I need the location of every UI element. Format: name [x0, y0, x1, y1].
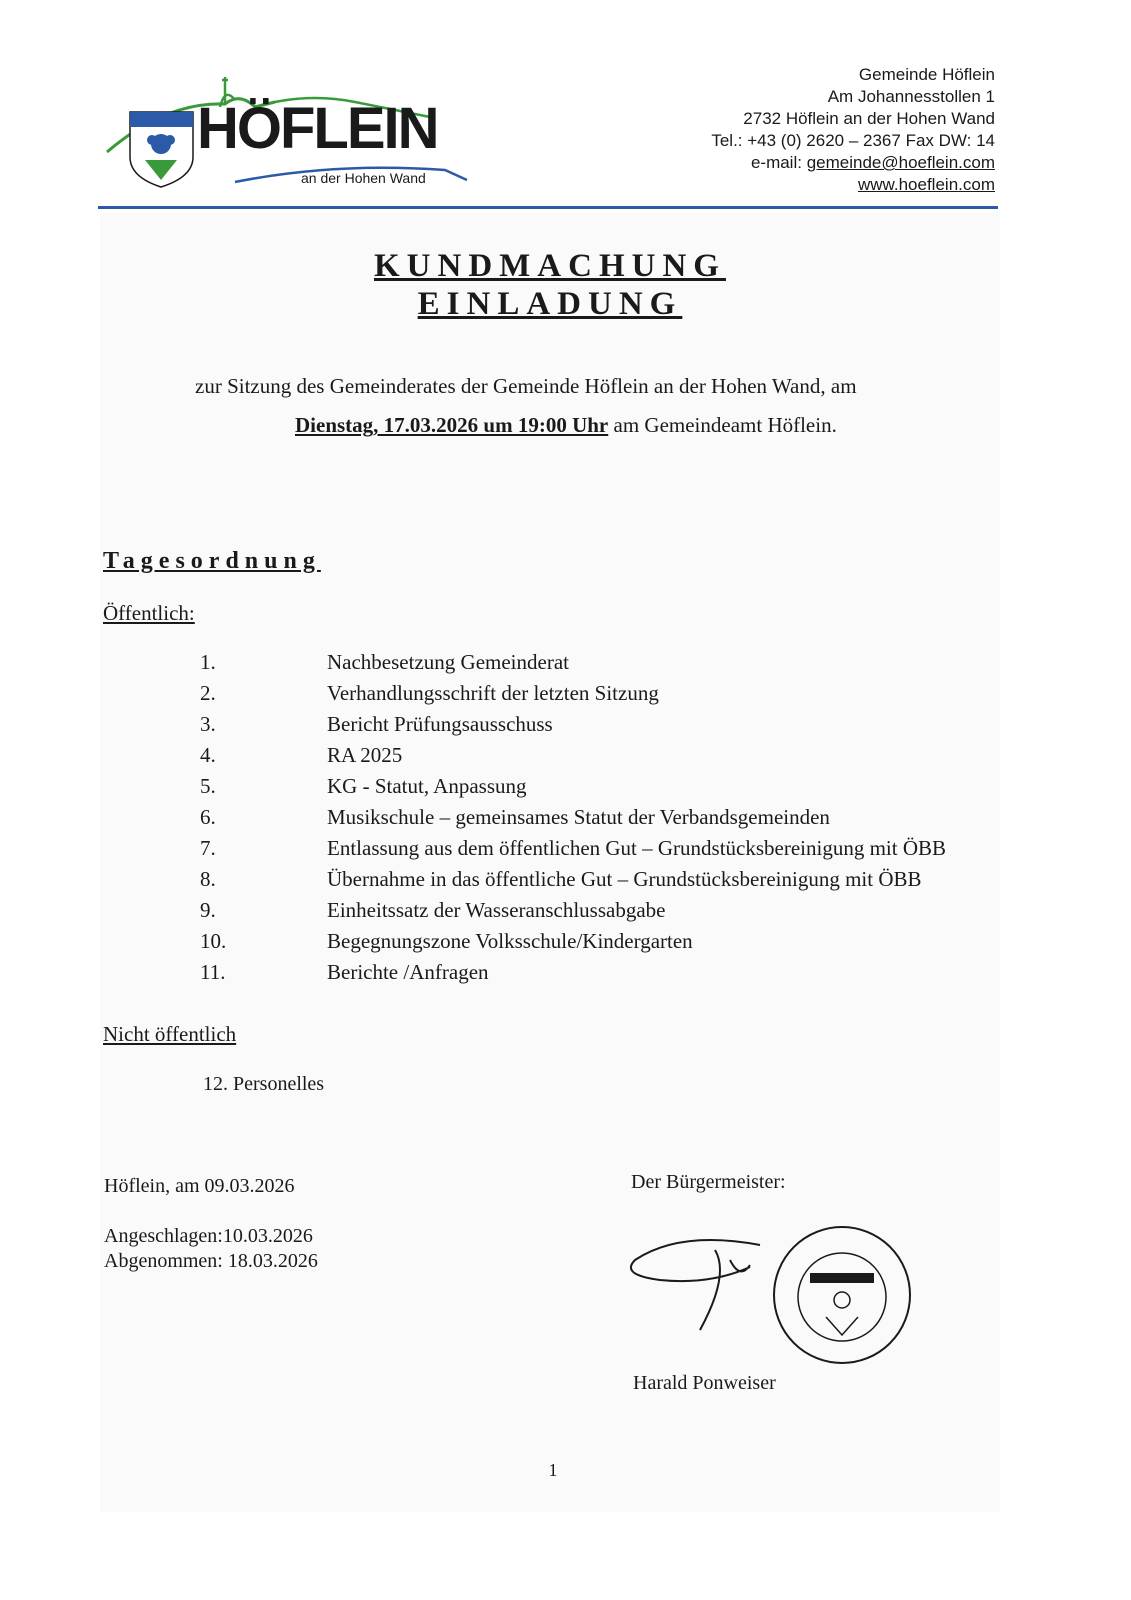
agenda-item — [200, 650, 1000, 681]
agenda-item — [200, 867, 1000, 898]
municipality-logo — [105, 62, 475, 192]
meeting-date: Dienstag, 17.03.2026 um 19:00 Uhr — [295, 413, 609, 437]
document-subtitle: EINLADUNG — [417, 286, 683, 322]
header-divider — [98, 206, 998, 209]
signature-icon — [631, 1240, 760, 1330]
address-line: Am Johannesstollen 1 — [827, 87, 995, 106]
agenda-item — [200, 960, 1000, 991]
place-date: Höflein, am 09.03.2026 — [104, 1175, 295, 1197]
public-section-label: Öffentlich: — [103, 601, 195, 625]
agenda-item-number: 8. — [200, 867, 216, 891]
email-label: e-mail: — [750, 153, 807, 172]
agenda-item-number: 7. — [200, 836, 216, 860]
email-link[interactable]: gemeinde@hoeflein.com — [806, 153, 995, 172]
agenda-item-text: Entlassung aus dem öffentlichen Gut – Grundstücksbereinigung mit ÖBB — [327, 836, 947, 860]
agenda-item-text: Begegnungszone Volksschule/Kindergarten — [327, 929, 693, 953]
agenda-item-number: 3. — [200, 712, 216, 736]
agenda-item-text: Nachbesetzung Gemeinderat — [327, 650, 569, 674]
logo-text: HÖFLEIN — [197, 96, 438, 161]
page-number: 1 — [548, 1460, 558, 1480]
agenda-item-number: 6. — [200, 805, 216, 829]
agenda-item-text: Verhandlungsschrift der letzten Sitzung — [327, 681, 659, 705]
agenda-item-number: 2. — [200, 681, 216, 705]
address-line: 2732 Höflein an der Hohen Wand — [743, 109, 995, 128]
agenda-item-text: Übernahme in das öffentliche Gut – Grundstücksbereinigung mit ÖBB — [327, 867, 922, 891]
agenda-item-text: Musikschule – gemeinsames Statut der Verbandsgemeinden — [327, 805, 830, 829]
agenda-item-text: Bericht Prüfungsausschuss — [327, 712, 553, 736]
address-block — [595, 64, 995, 196]
agenda-item — [200, 898, 1000, 929]
agenda-item-number: 9. — [200, 898, 216, 922]
agenda-item-number: 4. — [200, 743, 216, 767]
mayor-name: Harald Ponweiser — [633, 1372, 776, 1394]
email-line — [595, 152, 995, 174]
agenda-list — [200, 650, 1000, 991]
agenda-item-number: 1. — [200, 650, 216, 674]
posted-date: Angeschlagen:10.03.2026 — [104, 1225, 313, 1247]
agenda-item — [200, 681, 1000, 712]
agenda-item-number: 10. — [200, 929, 227, 953]
agenda-item — [200, 743, 1000, 774]
agenda-item-number: 11. — [200, 960, 226, 984]
agenda-item-number: 5. — [200, 774, 216, 798]
agenda-item-text: KG - Statut, Anpassung — [327, 774, 527, 798]
removed-date: Abgenommen: 18.03.2026 — [104, 1250, 318, 1272]
nonpublic-item: 12. Personelles — [203, 1073, 325, 1095]
agenda-item — [200, 836, 1000, 867]
nonpublic-section-label: Nicht öffentlich — [103, 1022, 237, 1046]
meeting-location: am Gemeindeamt Höflein. — [608, 413, 837, 437]
agenda-item-text: Einheitssatz der Wasseranschlussabgabe — [327, 898, 666, 922]
signature-and-stamp — [620, 1205, 920, 1385]
agenda-item — [200, 774, 1000, 805]
address-line: Tel.: +43 (0) 2620 – 2367 Fax DW: 14 — [711, 131, 995, 150]
intro-text: zur Sitzung des Gemeinderates der Gemeinde Höflein an der Hohen Wand, am — [195, 374, 857, 398]
meeting-date-line — [295, 413, 837, 438]
mayor-label: Der Bürgermeister: — [631, 1171, 786, 1193]
agenda-item — [200, 929, 1000, 960]
official-seal-icon — [774, 1227, 910, 1363]
address-line: Gemeinde Höflein — [858, 65, 995, 84]
logo-subtitle: an der Hohen Wand — [301, 170, 426, 186]
agenda-item-text: Berichte /Anfragen — [327, 960, 489, 984]
document-title: KUNDMACHUNG — [374, 248, 726, 284]
agenda-item-text: RA 2025 — [327, 743, 403, 767]
website-link[interactable]: www.hoeflein.com — [857, 175, 995, 194]
agenda-item — [200, 712, 1000, 743]
agenda-heading: Tagesordnung — [103, 548, 321, 574]
agenda-item — [200, 805, 1000, 836]
